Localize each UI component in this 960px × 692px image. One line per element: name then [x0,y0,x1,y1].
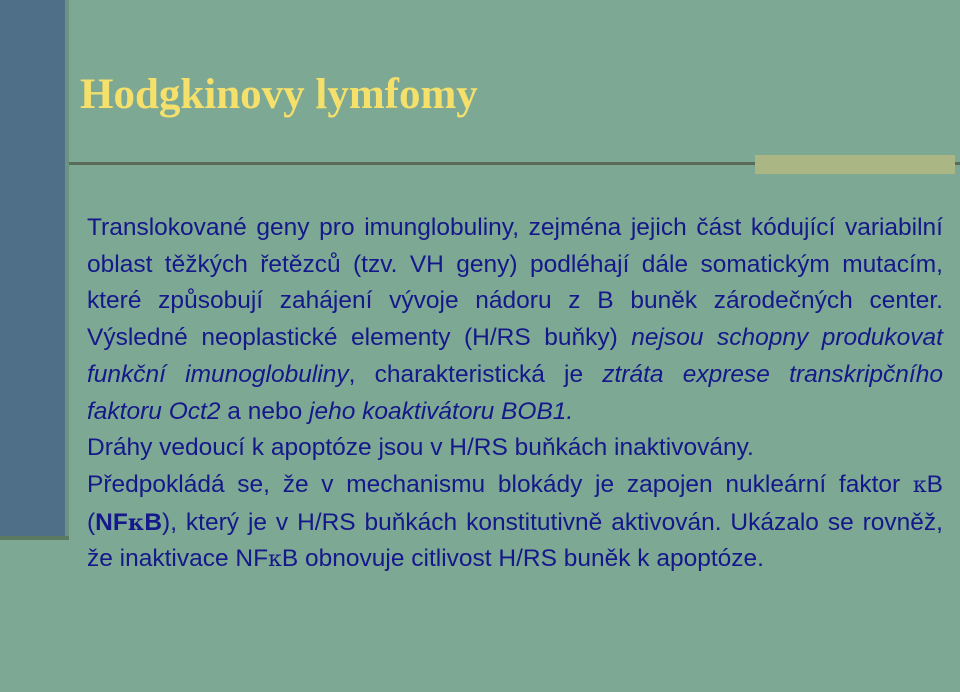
slide-body [87,210,943,579]
p1-text-3: a nebo [220,397,310,425]
left-decorative-bar [0,0,65,540]
paragraph-translocation [87,210,943,430]
p3-text-3: ), který je v H/RS buňkách konstitutivně aktivován. Ukázalo se rovněž, že inaktivace NF [87,508,943,573]
p3-bold-nf: NF [95,508,128,536]
paragraph-nfkb [87,467,943,579]
p1-emphasis-bob1: jeho koaktivátoru BOB1. [309,397,574,425]
p3-bold-kappa: κ [127,509,145,536]
p3-bold-b: B [144,508,163,536]
title-divider-accent [755,155,955,174]
p3-text-1: Předpokládá se, že v mechanismu blokády je zapojen nukleární faktor [87,470,913,498]
p3-kappa-1: κ [912,472,927,498]
p1-emphasis-immunoglobulins: nejsou schopny produkovat funkční imunoglobuliny [87,324,943,388]
p1-emphasis-oct2: ztráta exprese transkripčního faktoru Oct2 [87,360,943,425]
p1-text-2: , charakteristická je [348,360,603,388]
left-bar-bottom-edge [0,536,69,540]
p1-text-1: Translokované geny pro imunglobuliny, zejména jejich část kódující variabilní oblast těžkých řetězců (tzv. VH geny) podléhají dále somatickým mutacím, které způsobují zahájení vývoje nádoru z B buněk zárodečných center. Výsledné neoplastické elementy (H/RS buňky) [87,214,943,352]
p3-text-4: B obnovuje citlivost H/RS buněk k apoptóze. [281,545,764,573]
left-bar-shadow [65,0,69,540]
paragraph-apoptosis: Dráhy vedoucí k apoptóze jsou v H/RS buňkách inaktivovány. [87,434,754,462]
p3-kappa-2: κ [268,547,282,573]
slide-title: Hodgkinovy lymfomy [80,71,478,118]
p3-text-2: B ( [87,470,943,536]
